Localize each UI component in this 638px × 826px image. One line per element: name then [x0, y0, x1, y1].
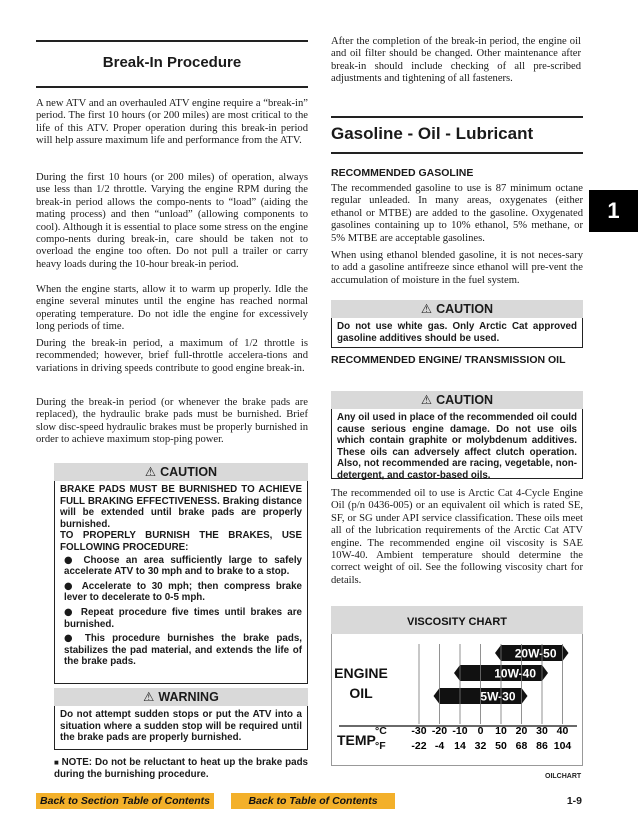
warning-triangle-icon: ⚠ [144, 464, 157, 479]
celsius-tick-label: 0 [477, 725, 484, 737]
back-to-section-toc-button[interactable]: Back to Section Table of Contents [36, 793, 214, 809]
warning-box [54, 706, 308, 750]
break-in-paragraph-5: During the break-in period (or whenever the brake pads are replaced), the hydraulic brake pads must be burnished. Brief slow disc-speed hydraulic brakes must be properly burnished in order to achieve maximum stop-ping power. [36, 397, 308, 446]
gas-caution-label: CAUTION [436, 302, 494, 316]
warning-label: WARNING [158, 690, 219, 704]
break-in-paragraph-3: When the engine starts, allow it to warm up properly. Idle the engine several minutes until the engine has reached normal operating temperature. Do not idle the engine for excessively long periods of time. [36, 284, 308, 333]
square-bullet-icon: ■ [54, 758, 62, 767]
celsius-tick-label: -30 [411, 725, 427, 737]
fahrenheit-unit: °F [375, 740, 386, 752]
oil-caution-header [331, 391, 583, 409]
viscosity-bar-label: 10W-40 [494, 666, 536, 681]
fahrenheit-tick-label: 32 [474, 740, 487, 752]
celsius-unit: °C [375, 725, 387, 737]
oil-paragraph: The recommended oil to use is Arctic Cat 4-Cycle Engine Oil (p/n 0436-005) or an equivalent oil which is rated SE, SF, or SG under API service classification. These oils meet all of the lubrication requirements of the Arctic Cat ATV engine. The recommended engine oil viscosity is SAE 10W-40. Ambient temperature should determine the correct weight of oil. See the following viscosity chart for details. [331, 488, 583, 586]
after-break-in-paragraph: After the completion of the break-in period, the engine oil and oil filter should be changed. Other maintenance after break-in should include checking of all pre-scribed adjustments and tightening of all fasteners. [331, 36, 581, 85]
fahrenheit-tick-label: -4 [434, 740, 445, 752]
oil-label: OIL [349, 685, 373, 701]
brake-step-2 [60, 581, 302, 604]
brake-caution-box [54, 481, 308, 684]
note-block [54, 757, 308, 781]
temp-label: TEMP [337, 732, 376, 748]
brake-step-1 [60, 555, 302, 578]
celsius-tick-label: -10 [452, 725, 468, 737]
bullet-icon: ● [64, 606, 81, 618]
warning-text: Do not attempt sudden stops or put the ATV into a situation where a sudden stop will be required until the brake pads are properly burnished. [60, 709, 302, 744]
bullet-icon: ● [64, 633, 85, 645]
warning-triangle-icon: ⚠ [143, 689, 155, 704]
warning-triangle-icon: ⚠ [420, 301, 433, 316]
gas-caution-header [331, 300, 583, 318]
gas-caution-text: Do not use white gas. Only Arctic Cat approved gasoline additives should be used. [337, 321, 577, 344]
celsius-tick-label: 20 [515, 725, 528, 737]
fahrenheit-tick-label: 104 [553, 740, 572, 752]
fahrenheit-tick-label: 50 [495, 740, 507, 752]
oil-caution-text: Any oil used in place of the recommended oil could cause serious engine damage. Do not use oils which contain graphite or molybdenum additives. These oils can adversely affect clutch operation. Also, not recommended are racing, vegetable, non-detergent, and castor-based oils. [337, 412, 577, 481]
viscosity-bar-label: 5W-30 [480, 689, 516, 704]
fahrenheit-tick-label: 86 [536, 740, 548, 752]
oil-caution-box [331, 409, 583, 479]
viscosity-chart-svg [331, 606, 583, 766]
recommended-gasoline-heading: RECOMMENDED GASOLINE [331, 167, 474, 179]
brake-caution-line-2: TO PROPERLY BURNISH THE BRAKES, USE FOLLOWING PROCEDURE: [60, 530, 302, 553]
brake-step-2-text: Accelerate to 30 mph; then compress brake lever to decelerate to 0-5 mph. [64, 580, 302, 604]
title-rule-bottom [36, 86, 308, 88]
note-text: NOTE: Do not be reluctant to heat up the brake pads during the burnishing procedure. [54, 757, 308, 780]
celsius-tick-label: -20 [431, 725, 448, 737]
chapter-tab: 1 [589, 190, 638, 232]
back-to-toc-button[interactable]: Back to Table of Contents [231, 793, 395, 809]
recommended-oil-heading: RECOMMENDED ENGINE/ TRANSMISSION OIL [331, 354, 566, 366]
gas-caution-box [331, 318, 583, 348]
brake-step-3 [60, 607, 302, 630]
celsius-tick-label: 30 [536, 725, 548, 737]
gas-title-rule-bottom [331, 152, 583, 154]
viscosity-chart [331, 606, 583, 766]
brake-caution-label: CAUTION [160, 465, 218, 479]
fahrenheit-tick-label: 14 [454, 740, 466, 752]
oil-caution-label: CAUTION [436, 393, 494, 407]
break-in-paragraph-4: During the break-in period, a maximum of 1/2 throttle is recommended; however, brief full-throttle accelera-tions and variations in driving speeds contribute to good engine break-in. [36, 338, 308, 374]
gasoline-paragraph-2: When using ethanol blended gasoline, it is not neces-sary to add a gasoline antifreeze since ethanol will pre-vent the accumulation of moisture in the fuel system. [331, 250, 583, 286]
brake-step-3-text: Repeat procedure five times until brakes are burnished. [64, 606, 303, 630]
brake-caution-line-1: BRAKE PADS MUST BE BURNISHED TO ACHIEVE FULL BRAKING EFFECTIVENESS. Braking distance will be extended until brake pads are properly burnished. [60, 484, 302, 530]
break-in-title: Break-In Procedure [102, 54, 242, 71]
break-in-paragraph-1: A new ATV and an overhauled ATV engine require a “break-in” period. The first 10 hours (or 200 miles) are most critical to the life of this ATV. Proper operation during this break-in period will help assure maximum life and performance from the ATV. [36, 98, 308, 147]
break-in-paragraph-2: During the first 10 hours (or 200 miles) of operation, always use less than 1/2 throttle. Varying the engine RPM during the break-in period allows the compo-nents to “load” (aiding the mating process) and then “unload” (allowing components to cool). Although it is essential to place some stress on the engine compo-nents during break-in, care should be taken not to overload the engine too often. Do not pull a trailer or carry heavy loads during the 10-hour break-in period. [36, 172, 308, 270]
fahrenheit-tick-label: 68 [515, 740, 528, 752]
brake-step-4-text: This procedure burnishes the brake pads, stabilizes the pad material, and extends the life of the brake pads. [64, 633, 302, 668]
gasoline-paragraph-1: The recommended gasoline to use is 87 minimum octane regular unleaded. In many areas, oxygenates (either ethanol or MTBE) are added to the gasoline. Oxygenated gasolines containing up to 10% ethanol, 5% methane, or 5% MTBE are acceptable gasolines. [331, 183, 583, 244]
brake-step-4 [60, 633, 302, 668]
chart-title: VISCOSITY CHART [406, 616, 508, 628]
warning-header [54, 688, 308, 706]
engine-label: ENGINE [334, 665, 388, 681]
fahrenheit-tick-label: -22 [411, 740, 427, 752]
title-rule-top [36, 40, 308, 42]
warning-triangle-icon: ⚠ [420, 392, 433, 407]
bullet-icon: ● [64, 554, 84, 566]
page-number: 1-9 [566, 795, 582, 807]
viscosity-bar-label: 20W-50 [514, 646, 557, 661]
celsius-tick-label: 40 [556, 725, 569, 737]
chart-caption: OILCHART [545, 773, 582, 780]
bullet-icon: ● [64, 580, 82, 592]
gas-title-rule-top [331, 116, 583, 118]
brake-caution-header [54, 463, 308, 481]
gasoline-oil-title: Gasoline - Oil - Lubricant [331, 124, 534, 143]
celsius-tick-label: 10 [495, 725, 507, 737]
brake-step-1-text: Choose an area sufficiently large to safely accelerate ATV to 30 mph and to brake to a stop. [64, 554, 302, 578]
